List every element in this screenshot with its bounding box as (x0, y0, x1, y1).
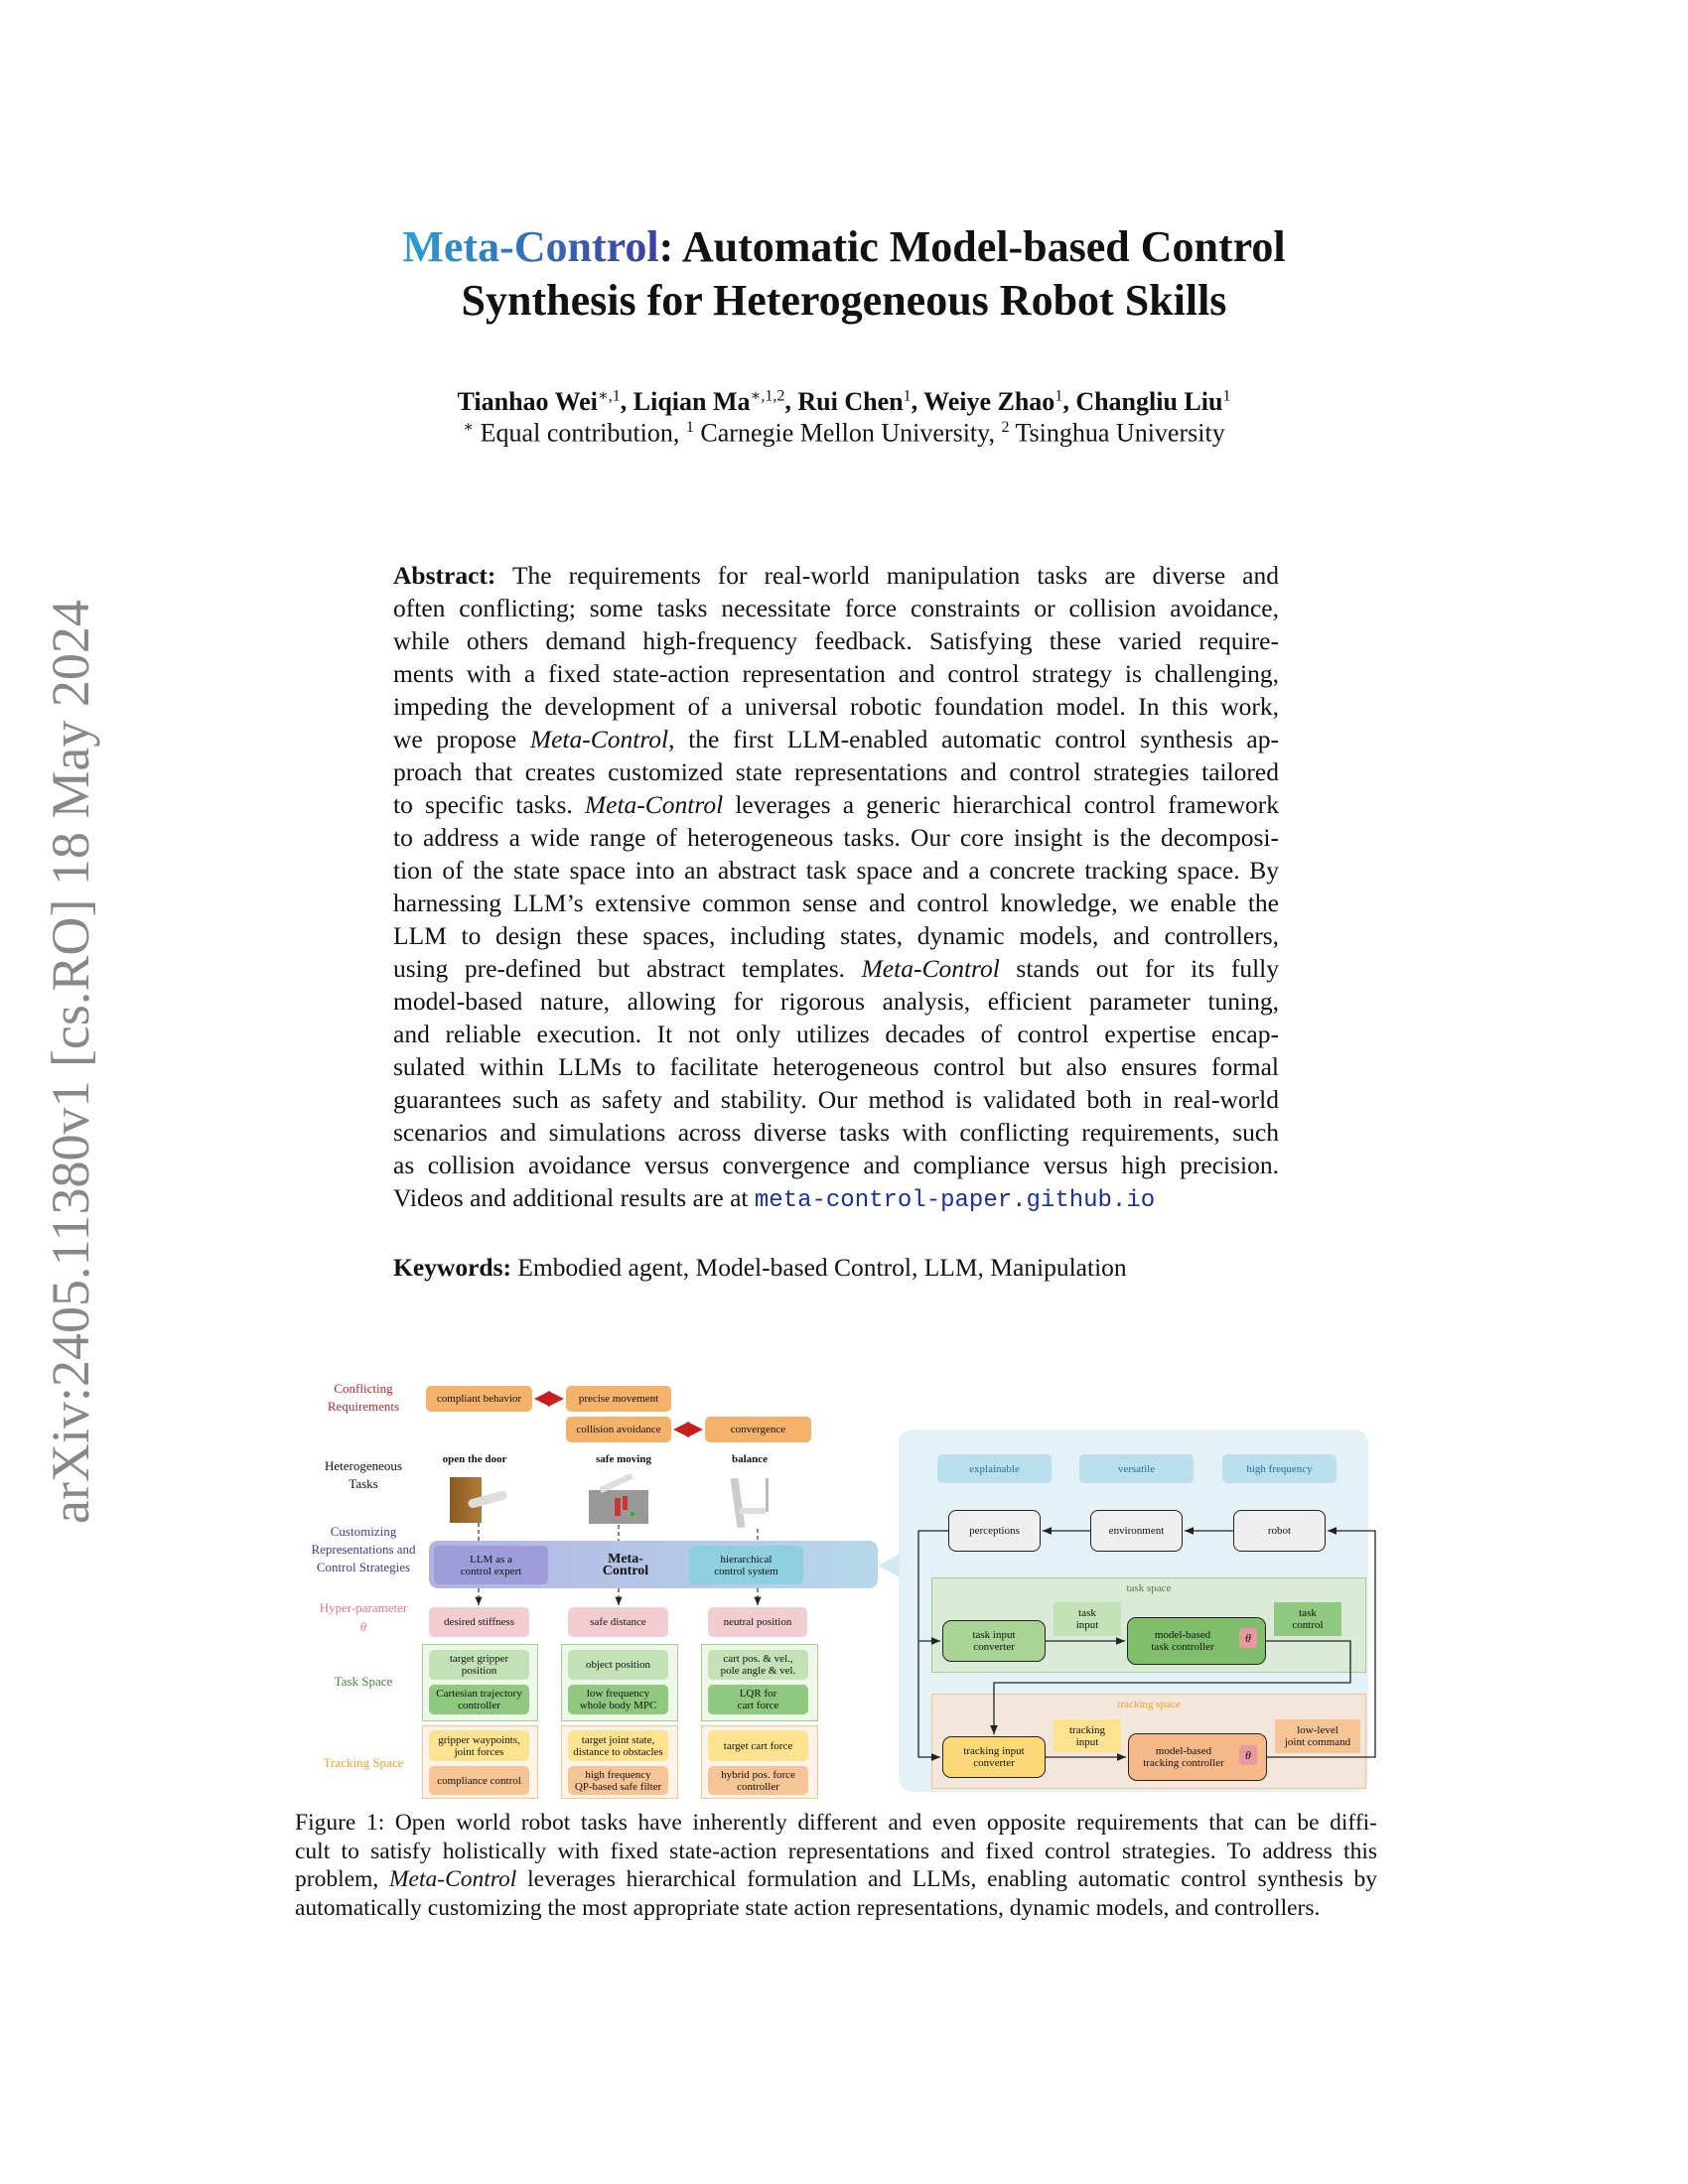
tracking-input-converter: tracking input converter (942, 1736, 1046, 1778)
label-tasks: Heterogeneous Tasks (325, 1458, 402, 1491)
label-theta: θ (359, 1619, 367, 1634)
label-task-space: Task Space (334, 1674, 393, 1689)
task-balance: balance (731, 1453, 769, 1465)
tracking-controller: high frequency QP-based safe filter (568, 1766, 668, 1795)
author: Rui Chen$^1$ (797, 386, 912, 416)
meta-control-label: Meta-Control (602, 1551, 649, 1578)
keywords-text: Embodied agent, Model-based Control, LLM, Manipulation (510, 1253, 1127, 1282)
arxiv-stamp: arXiv:2405.11380v1 [cs.RO] 18 May 2024 (41, 600, 100, 1524)
door-robot-image (450, 1477, 509, 1523)
model-based-tracking-controller: model-based tracking controller (1128, 1733, 1267, 1781)
abstract-line: harnessing LLM’s extensive common sense and control knowledge, we enable the (393, 888, 1279, 917)
abstract-line: to specific tasks. Meta-Control leverages a generic hierarchical control framework (393, 790, 1279, 819)
author: Tianhao Wei$^{∗,1}$ (457, 386, 621, 416)
theta-icon: θ (1239, 1628, 1257, 1648)
llm-control-expert: LLM as a control expert (434, 1546, 548, 1584)
abstract-line: and reliable execution. It not only utilizes decades of control expertise encap- (393, 1020, 1279, 1048)
title-brand: Meta-Control (402, 222, 659, 271)
abstract-line: scenarios and simulations across diverse tasks with conflicting requirements, such (393, 1118, 1279, 1147)
task-open-door: open the door (442, 1453, 507, 1465)
pill-high-frequency: high frequency (1222, 1454, 1336, 1483)
abstract-line: guarantees such as safety and stability. Our method is validated both in real-world (393, 1085, 1279, 1114)
hyper-neutral-position: neutral position (708, 1607, 807, 1637)
req-convergence: convergence (705, 1417, 811, 1442)
task-controller: LQR for cart force (708, 1685, 808, 1714)
label-customizing: Customizing Representations and Control Strategies (311, 1524, 416, 1574)
affil-text: Tsinghua University (1009, 418, 1225, 448)
abstract-line: sulated within LLMs to facilitate heterogeneous control but also ensures formal (393, 1052, 1279, 1081)
title-line2: Synthesis for Heterogeneous Robot Skills (461, 276, 1227, 325)
hyper-desired-stiffness: desired stiffness (429, 1607, 529, 1637)
theta-icon: θ (1239, 1745, 1257, 1765)
node-robot: robot (1233, 1510, 1326, 1552)
author: Weiye Zhao$^1$ (923, 386, 1063, 416)
affil-text: Equal contribution, (474, 418, 686, 448)
author-list: Tianhao Wei$^{∗,1}$, Liqian $Ma^{∗,1,2}$, Rui Chen$^1$, Weiye Zhao$^1$, Changliu Liu$^1$ (457, 386, 1231, 416)
hyper-safe-distance: safe distance (568, 1607, 668, 1637)
abstract-line: we propose Meta-Control, the first LLM-enabled automatic control synthesis ap- (393, 725, 1279, 753)
author: Liqian $Ma^{∗,1,2}$ (633, 386, 785, 416)
keywords (393, 1253, 1127, 1283)
title-line1: : Automatic Model-based Control (658, 222, 1286, 271)
caption-line: Figure 1: Open world robot tasks have inherently different and even opposite requirements that can be diffi- (295, 1810, 1377, 1836)
tracking-controller: compliance control (429, 1766, 529, 1795)
tracking-input-label: tracking input (1054, 1719, 1121, 1752)
affil-text: Carnegie Mellon University, (693, 418, 1002, 448)
task-safe-moving: safe moving (596, 1453, 651, 1465)
label-tracking-space: Tracking Space (323, 1755, 404, 1770)
caption-line: automatically customizing the most appropriate state action representations, dynamic models, and controllers. (295, 1894, 1321, 1921)
abstract-line: while others demand high-frequency feedback. Satisfying these varied require- (393, 626, 1279, 655)
model-based-task-controller: model-based task controller (1127, 1617, 1266, 1665)
abstract-line: tion of the state space into an abstract task space and a concrete tracking space. By (393, 856, 1279, 885)
affil-mark: 1 (685, 419, 694, 436)
task-control-label: task control (1274, 1602, 1341, 1636)
project-link[interactable]: meta-control-paper.github.io (754, 1187, 1156, 1214)
task-input-label: task input (1054, 1602, 1121, 1636)
tracking-rep: target joint state, distance to obstacles (568, 1730, 668, 1761)
req-compliant-behavior: compliant behavior (426, 1386, 532, 1412)
abstract-line: proach that creates customized state representations and control strategies tailored (393, 757, 1279, 786)
author: Changliu Liu$^1$ (1075, 386, 1231, 416)
req-precise-movement: precise movement (566, 1386, 671, 1412)
tracking-controller: hybrid pos. force controller (708, 1766, 808, 1795)
caption-line: problem, Meta-Control leverages hierarchical formulation and LLMs, enabling automatic control synthesis by (295, 1866, 1377, 1892)
pill-versatile: versatile (1079, 1454, 1194, 1483)
task-rep: cart pos. & vel., pole angle & vel. (708, 1650, 808, 1680)
abstract-line: often conflicting; some tasks necessitate force constraints or collision avoidance, (393, 594, 1279, 622)
abstract-line: LLM to design these spaces, including states, dynamic models, and controllers, (393, 921, 1279, 950)
tracking-rep: target cart force (708, 1730, 808, 1761)
caption-line: cult to satisfy holistically with fixed state-action representations and fixed control strategies. To address this (295, 1838, 1377, 1864)
keywords-heading: Keywords: (393, 1253, 511, 1282)
abstract (393, 559, 1279, 1214)
task-controller: Cartesian trajectory controller (429, 1685, 529, 1714)
abstract-line: to address a wide range of heterogeneous tasks. Our core insight is the decomposi- (393, 823, 1279, 852)
task-controller: low frequency whole body MPC (568, 1685, 668, 1714)
abstract-line: using pre-defined but abstract templates. Meta-Control stands out for its fully (393, 954, 1279, 983)
low-level-joint-command-label: low-level joint command (1275, 1719, 1360, 1753)
paper-title (0, 220, 1688, 328)
abstract-line: Videos and additional results are at meta-control-paper.github.io (393, 1183, 1156, 1214)
hierarchical-control-system: hierarchical control system (689, 1546, 803, 1584)
abstract-line: impeding the development of a universal robotic foundation model. In this work, (393, 692, 1279, 721)
affil-mark: 2 (1001, 419, 1010, 436)
tracking-rep: gripper waypoints, joint forces (429, 1730, 529, 1761)
task-rep: object position (568, 1650, 668, 1680)
req-collision-avoidance: collision avoidance (566, 1417, 671, 1442)
balance-robot-image (732, 1474, 774, 1529)
node-perceptions: perceptions (948, 1510, 1041, 1552)
abstract-line: ments with a fixed state-action representation and control strategy is challenging, (393, 659, 1279, 688)
node-environment: environment (1090, 1510, 1183, 1552)
abstract-line: Abstract: The requirements for real-world manipulation tasks are diverse and (393, 561, 1279, 590)
pill-explainable: explainable (937, 1454, 1052, 1483)
affil-mark: ∗ (463, 419, 475, 436)
figure-caption (295, 1809, 1377, 1922)
affiliations (0, 417, 1688, 449)
label-hyper: Hyper-parameter (319, 1600, 408, 1615)
task-input-converter: task input converter (942, 1620, 1046, 1662)
task-rep: target gripper position (429, 1650, 529, 1680)
callout-pointer (878, 1554, 900, 1577)
abstract-line: as collision avoidance versus convergence and compliance versus high precision. (393, 1151, 1279, 1179)
tracking-space-title: tracking space (1117, 1699, 1181, 1710)
abstract-line: model-based nature, allowing for rigorous analysis, efficient parameter tuning, (393, 987, 1279, 1016)
task-space-title: task space (1126, 1582, 1172, 1594)
label-conflicting: Conflicting Requirements (327, 1381, 400, 1414)
safe-moving-image (589, 1476, 648, 1524)
